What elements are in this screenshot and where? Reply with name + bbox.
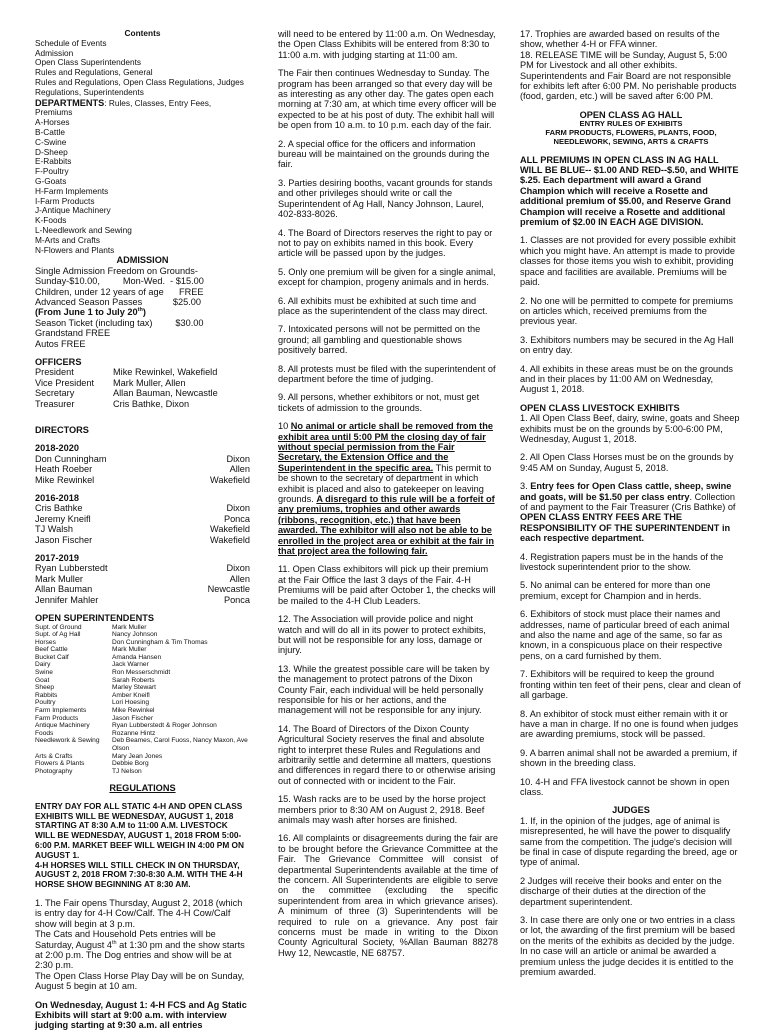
livestock-rule-7: 7. Exhibitors will be required to keep the ground fronting within ten feet of their pens, clear and clean of all garbage.: [520, 669, 741, 701]
department-item: L-Needlework and Sewing: [35, 224, 132, 235]
livestock-rule-2: 2. All Open Class Horses must be on the grounds by 9:45 AM on Sunday, August 5, 2018.: [520, 452, 734, 473]
livestock-rule-4: 4. Registration papers must be in the hands of the livestock superintendent prior to the show.: [520, 551, 724, 573]
officers-list: [35, 367, 250, 409]
admission-line: [35, 287, 250, 297]
director-row: [35, 574, 250, 584]
director-row: [35, 475, 250, 485]
director-row: [35, 454, 250, 464]
superintendent-row: [35, 753, 250, 761]
director-term: 2017-2019: [35, 553, 79, 564]
rule-12: 12. The Association will provide police and night watch and will do all in its power to protect exhibits, but will not be responsible for any loss, damage or injury.: [278, 614, 486, 656]
superintendent-name: Jack Warner: [112, 661, 149, 669]
superintendent-area: Foods: [35, 729, 54, 737]
department-item: E-Rabbits: [35, 156, 72, 167]
superintendent-area: Supt. of Ground: [35, 623, 82, 631]
superintendent-area: Sheep: [35, 684, 55, 692]
ag-hall-subtitle-line: FARM PRODUCTS, FLOWERS, PLANTS, FOOD,: [545, 128, 717, 138]
wednesday-notice: On Wednesday, August 1: 4-H FCS and Ag Static Exhibits will start at 9:00 a.m. with interview judging starting at 9:30 a.m. all entries: [35, 999, 247, 1031]
director-name: Ryan Lubberstedt: [35, 563, 108, 574]
admission-line: [35, 339, 250, 349]
open-superintendents-list: [35, 624, 250, 776]
superintendent-name: TJ Nelson: [112, 767, 142, 775]
admission-text: Sunday-$10.00, Mon-Wed. - $15.00: [35, 276, 204, 287]
rule-15: 15. Wash racks are to be used by the horse project members prior to 8:30 AM on August 2, 2918. Beef animals may wash after horses are finished.: [278, 794, 486, 825]
superintendent-row: [35, 624, 250, 632]
admission-line: [35, 276, 250, 286]
rule-8: 8. All protests must be filed with the superintendent of department before the time of judging.: [278, 363, 496, 384]
superintendent-name: Amanda Hansen: [112, 653, 162, 661]
superintendent-name: Mark Muller: [112, 646, 147, 654]
director-term: 2018-2020: [35, 443, 79, 454]
department-item: F-Poultry: [35, 166, 69, 177]
premiums-notice: ALL PREMIUMS IN OPEN CLASS IN AG HALL WILL BE BLUE-- $1.00 AND RED--$.50, and WHITE $.25. Each department will award a Grand Champion which will receive a Rosette and additional premium of $5.00, and Reserve Grand Champion will receive a Rosette and additional premium of $2.00 IN EACH AGE DIVISION.: [520, 154, 739, 228]
rule-5: 5. Only one premium will be given for a single animal, except for champion, progeny animals and in herds.: [278, 266, 496, 288]
admission-text: Advanced Season Passes $25.00: [35, 296, 201, 307]
superintendent-name: Deb Beames, Carol Fuoss, Nancy Maxon, Ave Olson: [112, 737, 248, 753]
directors-list: [35, 443, 250, 613]
superintendent-name: Mark Muller: [112, 623, 147, 631]
livestock-rule-9: 9. A barren animal shall not be awarded a premium, if shown in the breeding class.: [520, 747, 738, 769]
superintendent-name: Don Cunningham & Tim Thomas: [112, 638, 208, 646]
livestock-rule-8: 8. An exhibitor of stock must either remain with it or have a man in charge. If no one is found when judges are awarding premiums, stock will be passed.: [520, 708, 739, 740]
superintendent-name: Mike Rewinkel: [112, 707, 155, 715]
superintendent-area: Antique Machinery: [35, 722, 90, 730]
rule-1-cont: will need to be entered by 11:00 a.m. On Wednesday, the Open Class Exhibits will be entered from 8:30 to 11:00 a.m. with judging starting at 11:00 am.: [278, 29, 496, 60]
director-row: [35, 535, 250, 545]
director-name: Jason Fischer: [35, 534, 93, 545]
ag-rule-3: 3. Exhibitors numbers may be secured in the Ag Hall on entry day.: [520, 334, 734, 356]
superintendent-name: Debbie Borg: [112, 760, 149, 768]
departments-list: [35, 118, 250, 255]
officer-role: Secretary: [35, 388, 75, 399]
rule-18: 18. RELEASE TIME will be Sunday, August 5, 5:00 PM for Livestock and all other exhibits. Superintendents and Fair Board are not responsible for exhibits left after 6:00 PM. No perishable products (food, garden, etc.) will be saved after 6:00 PM.: [520, 49, 737, 102]
officer-row: [35, 378, 250, 388]
horses-notice: 4-H HORSES WILL STILL CHECK IN ON THURSDAY, AUGUST 2, 2018 FROM 7:30-8:30 A.M. WITH THE 4-H HORSE SHOW BEGINNING AT 8:30 AM.: [35, 859, 243, 890]
judges-title: JUDGES: [612, 805, 650, 816]
officer-role: Vice President: [35, 377, 95, 388]
department-item: C-Swine: [35, 136, 67, 147]
livestock-rule-5: 5. No animal can be entered for more than one premium, except for Champion and in herds.: [520, 580, 711, 601]
rule-13: 13. While the greatest possible care will be taken by the management to protect patrons of the Dixon County Fair, each individual will be held personally responsible for his or her actions, and the management will not be responsible for any injury.: [278, 663, 490, 716]
ag-hall-subtitle: [520, 120, 742, 146]
rule-10: 10 No animal or article shall be removed from the exhibit area until 5:00 PM the closing day of fair without special permission from the Fair Secretary, the Extension Office and the Superintendent in the specific area. This permit to be shown to the secretary of department in which exhibit is placed and also to gatekeeper on leaving grounds. A disregard to this rule will be a forfeit of any premiums, trophies and other awards (ribbons, recognition, etc.) that have been awarded. The exhibitor will also not be able to be enrolled in the project area or exhibit at the fair in that project area the following fair.: [278, 421, 495, 557]
director-row: [35, 595, 250, 605]
director-row: [35, 464, 250, 474]
ag-hall-subtitle-line: NEEDLEWORK, SEWING, ARTS & CRAFTS: [553, 136, 709, 146]
director-name: Heath Roeber: [35, 464, 93, 475]
rule-14: 14. The Board of Directors of the Dixon County Agricultural Society reserves the final and absolute right to interpret these Rules and Regulations and arbitrarily settle and determine all matters, questions and differences in regard there to or otherwise arising out of connected with or incident to the Fair.: [278, 723, 496, 786]
director-town: Dixon: [226, 453, 250, 464]
director-town: Ponca: [223, 513, 250, 524]
open-superintendents-title: OPEN SUPERINTENDENTS: [35, 613, 154, 624]
rule-9: 9. All persons, whether exhibitors or not, must get tickets of admission to the grounds.: [278, 392, 480, 413]
department-item: N-Flowers and Plants: [35, 244, 115, 255]
admission-line: [35, 318, 250, 328]
admission-text: Grandstand FREE: [35, 328, 111, 339]
officer-role: President: [35, 367, 74, 378]
superintendent-row: [35, 768, 250, 776]
superintendent-row: [35, 631, 250, 639]
contents-item: Open Class Superintendents: [35, 57, 142, 68]
superintendent-name: Marley Stewart: [112, 684, 156, 692]
ag-rule-1: 1. Classes are not provided for every possible exhibit which you might have. An attempt is made to provide classes for those items you wish to exhibit, providing space and facilities are available. Premiums will be paid.: [520, 235, 736, 288]
officer-name: Mark Muller, Allen: [113, 377, 186, 388]
admission-sup: th: [137, 307, 143, 314]
contents-title: Contents: [124, 28, 161, 38]
departments-heading: DEPARTMENTS: Rules, Classes, Entry Fees, Premiums: [35, 97, 212, 118]
admission-line: [35, 307, 250, 317]
contents-item: Schedule of Events: [35, 37, 107, 48]
directors-title: DIRECTORS: [35, 425, 89, 436]
admission-list: [35, 266, 250, 349]
contents-item: Regulations, Superintendents: [35, 86, 144, 97]
ag-rule-2: 2. No one will be permitted to compete for premiums on articles which, received premiums from the previous year.: [520, 295, 733, 327]
admission-text: Season Ticket (including tax) $30.00: [35, 317, 204, 328]
superintendent-area: Goat: [35, 676, 50, 684]
superintendent-row: [35, 737, 250, 752]
director-row: [35, 584, 250, 594]
ag-hall-subtitle-line: ENTRY RULES OF EXHIBITS: [579, 119, 683, 129]
director-town: Newcastle: [207, 584, 250, 595]
officer-name: Mike Rewinkel, Wakefield: [113, 367, 218, 378]
superintendent-area: Horses: [35, 638, 56, 646]
column-right: [520, 29, 742, 985]
column-left: [35, 29, 250, 1031]
rule-7: 7. Intoxicated persons will not be permitted on the ground; all gambling and questionable shows positively barred.: [278, 324, 481, 356]
superintendent-area: Photography: [35, 767, 73, 775]
superintendent-row: [35, 669, 250, 677]
livestock-rule-6: 6. Exhibitors of stock must place their names and addresses, name of particular breed of each animal and also the name and age of the same, so far as known, in a conspicuous place on their respective pens, on a card furnished by them.: [520, 609, 730, 661]
rule-11: 11. Open Class exhibitors will pick up their premium at the Fair Office the last 3 days of the Fair. 4-H Premiums will be paid after October 1, the checks will be mailed to the 4-H Club Leaders.: [278, 564, 496, 606]
department-item: J-Antique Machinery: [35, 205, 111, 216]
superintendent-area: Bucket Calf: [35, 653, 69, 661]
director-name: Jeremy Kneifl: [35, 513, 91, 524]
column-middle: [278, 29, 498, 966]
rule-1-c: The Open Class Horse Play Day will be on Sunday, August 5 begin at 10 am.: [35, 970, 245, 992]
director-row: [35, 563, 250, 573]
superintendent-row: [35, 730, 250, 738]
superintendent-area: Dairy: [35, 661, 51, 669]
director-town: Wakefield: [210, 524, 250, 535]
superintendent-area: Flowers & Plants: [35, 760, 85, 768]
superintendent-row: [35, 760, 250, 768]
officers-title: OFFICERS: [35, 356, 82, 367]
director-town: Dixon: [226, 563, 250, 574]
admission-text: Single Admission Freedom on Grounds-: [35, 265, 198, 276]
director-town: Wakefield: [210, 534, 250, 545]
superintendent-row: [35, 661, 250, 669]
officer-name: Allan Bauman, Newcastle: [113, 388, 218, 399]
director-name: Mike Rewinkel: [35, 474, 95, 485]
judges-rule-2: 2 Judges will receive their books and enter on the discharge of their duties at the direction of the department superintendent.: [520, 875, 722, 907]
regulations-title: REGULATIONS: [109, 783, 176, 794]
officer-row: [35, 388, 250, 398]
superintendent-area: Farm Products: [35, 714, 79, 722]
officer-row: [35, 367, 250, 377]
superintendent-area: Supt. of Ag Hall: [35, 631, 81, 639]
admission-text: Autos FREE: [35, 338, 86, 349]
director-row: [35, 514, 250, 524]
admission-line: [35, 266, 250, 276]
superintendent-area: Needlework & Sewing: [35, 737, 100, 745]
superintendent-area: Swine: [35, 669, 53, 677]
admission-text: Children, under 12 years of age FREE: [35, 286, 204, 297]
department-item: K-Foods: [35, 215, 67, 226]
superintendent-row: [35, 646, 250, 654]
admission-title: ADMISSION: [116, 255, 169, 266]
admission-text: (From June 1 to July 20: [35, 307, 138, 318]
director-row: [35, 503, 250, 513]
ag-hall-title: OPEN CLASS AG HALL: [579, 109, 683, 120]
rule-6: 6. All exhibits must be exhibited at such time and place as the superintendent of the class may direct.: [278, 295, 488, 316]
admission-text: ): [142, 307, 146, 318]
director-town: Allen: [229, 573, 250, 584]
director-name: TJ Walsh: [35, 524, 73, 535]
rule-16: 16. All complaints or disagreements during the fair are to be brought before the Grievance Committee at the Fair. The Grievance Committee will consist of departmental Superintendents available at the time of the concern. All Superintendents are eligible to serve on the committee (excluding the specific superintendent from area in which grievance arises). A minimum of three (3) Superintendents will be required to rule on a grievance. Any post fair concerns must be made in writing to the Dixon County Agricultural Society, %Allan Bauman 88278 Hwy 12, Newcastle, NE 68757.: [278, 833, 498, 958]
superintendent-row: [35, 707, 250, 715]
officer-name: Cris Bathke, Dixon: [113, 398, 190, 409]
livestock-title: OPEN CLASS LIVESTOCK EXHIBITS: [520, 402, 680, 413]
director-name: Don Cunningham: [35, 453, 107, 464]
superintendent-row: [35, 684, 250, 692]
superintendent-row: [35, 654, 250, 662]
department-item: I-Farm Products: [35, 195, 95, 206]
livestock-rule-3: 3. Entry fees for Open Class cattle, sheep, swine and goats, will be $1.50 per class entry. Collection of and payment to the Fair Treasurer (Cris Bathke) of OPEN CLASS ENTRY FEES ARE THE RESPONSIBILITY OF THE SUPERINTENDENT in each respective department.: [520, 481, 736, 544]
entry-day-notice: ENTRY DAY FOR ALL STATIC 4-H AND OPEN CLASS EXHIBITS WILL BE WEDNESDAY, AUGUST 1, 2018 STARTING AT 8:30 A.M to 11:00 A.M. LIVESTOCK WILL BE WEDNESDAY, AUGUST 1, 2018 FROM 5:00-6:00 P.M. MARKET BEEF WILL WEIGH IN 4:00 PM ON AUGUST 1.: [35, 800, 244, 860]
department-item: M-Arts and Crafts: [35, 234, 101, 245]
admission-line: [35, 328, 250, 338]
department-item: G-Goats: [35, 175, 67, 186]
superintendent-area: Poultry: [35, 699, 56, 707]
superintendent-name: Sarah Roberts: [112, 676, 155, 684]
superintendent-name: Rozanne Hintz: [112, 729, 156, 737]
director-name: Jennifer Mahler: [35, 594, 99, 605]
superintendent-row: [35, 699, 250, 707]
officer-role: Treasurer: [35, 398, 75, 409]
superintendent-name: Ryan Lubberstedt & Roger Johnson: [112, 722, 217, 730]
director-name: Cris Bathke: [35, 503, 83, 514]
livestock-rule-1: 1. All Open Class Beef, dairy, swine, goats and Sheep exhibits must be on the grounds by 5:00-6:00 PM, Wednesday, August 1, 2018.: [520, 413, 740, 444]
livestock-rule-10: 10. 4-H and FFA livestock cannot be shown in open class.: [520, 776, 730, 797]
superintendent-name: Jason Fischer: [112, 714, 154, 722]
superintendent-area: Rabbits: [35, 691, 58, 699]
rule-1-schedule: The Fair then continues Wednesday to Sunday. The program has been arranged so that every day will be as interesting as any other day. The gates open each morning at 7:30 am, at which time every officer will be expected to be at his post of duty. The exhibit hall will be open from 10 a.m. to 10 p.m. each day of the fair.: [278, 68, 497, 131]
rule-3: 3. Parties desiring booths, vacant grounds for stands and other privileges should write or call the Superintendent of Ag Hall, Nancy Johnson, Laurel, 402-833-8026.: [278, 177, 493, 220]
director-town: Allen: [229, 464, 250, 475]
judges-rule-1: 1. If, in the opinion of the judges, age of animal is misrepresented, he will have the power to disqualify same from the competition. The judge's decision will be final in case of dispute regarding the breed, age or type of animal.: [520, 815, 738, 868]
officer-row: [35, 399, 250, 409]
superintendent-row: [35, 639, 250, 647]
director-row: [35, 524, 250, 534]
superintendent-row: [35, 722, 250, 730]
rule-17: 17. Trophies are awarded based on results of the show, whether 4-H or FFA winner.: [520, 29, 720, 50]
rule-1-b: The Cats and Household Pets entries will be Saturday, August 4th at 1:30 pm and the show starts at 2:00 p.m. The Dog entries and show will be at 2:30 p.m.: [35, 929, 245, 971]
director-term: 2016-2018: [35, 493, 79, 504]
ag-rule-4: 4. All exhibits in these areas must be on the grounds and in their places by 11:00 AM on Wednesday, August 1, 2018.: [520, 363, 733, 395]
department-item: D-Sheep: [35, 146, 68, 157]
superintendent-name: Amber Kneifl: [112, 691, 150, 699]
rule-1-a: 1. The Fair opens Thursday, August 2, 2018 (which is entry day for 4-H Cow/Calf. The 4-H Cow/Calf show will begin at 3 p.m.: [35, 897, 243, 929]
director-town: Dixon: [226, 503, 250, 514]
contents-item: Admission: [35, 47, 74, 58]
department-item: A-Horses: [35, 117, 70, 128]
superintendent-name: Ron Messerschmidt: [112, 669, 171, 677]
superintendent-area: Arts & Crafts: [35, 752, 73, 760]
contents-list: [35, 39, 250, 98]
director-town: Ponca: [223, 594, 250, 605]
director-name: Mark Muller: [35, 573, 83, 584]
rule-4: 4. The Board of Directors reserves the right to pay or not to pay on exhibits named in this book. Every article will be passed upon by the judges.: [278, 227, 493, 259]
rule-2: 2. A special office for the officers and information bureau will be maintained on the grounds during the fair.: [278, 138, 490, 170]
director-town: Wakefield: [210, 474, 250, 485]
contents-item: Rules and Regulations, General: [35, 67, 153, 78]
director-name: Allan Bauman: [35, 584, 93, 595]
superintendent-area: Farm Implements: [35, 707, 87, 715]
department-item: H-Farm Implements: [35, 185, 109, 196]
superintendent-row: [35, 677, 250, 685]
superintendent-row: [35, 715, 250, 723]
superintendent-name: Mary Jean Jones: [112, 752, 163, 760]
superintendent-name: Lori Hoesing: [112, 699, 150, 707]
admission-line: [35, 297, 250, 307]
superintendent-area: Beef Cattle: [35, 646, 68, 654]
superintendent-row: [35, 692, 250, 700]
superintendent-name: Nancy Johnson: [112, 631, 158, 639]
department-item: B-Cattle: [35, 126, 65, 137]
judges-rule-3: 3. In case there are only one or two entries in a class or lot, the awarding of the first premium will be based on the merits of the exhibits as decided by the judge. In no case will an article or animal be awarded a premium unless the judge decides it is entitled to the premium awarded.: [520, 915, 736, 978]
contents-item: Rules and Regulations, Open Class Regulations, Judges: [35, 76, 244, 87]
